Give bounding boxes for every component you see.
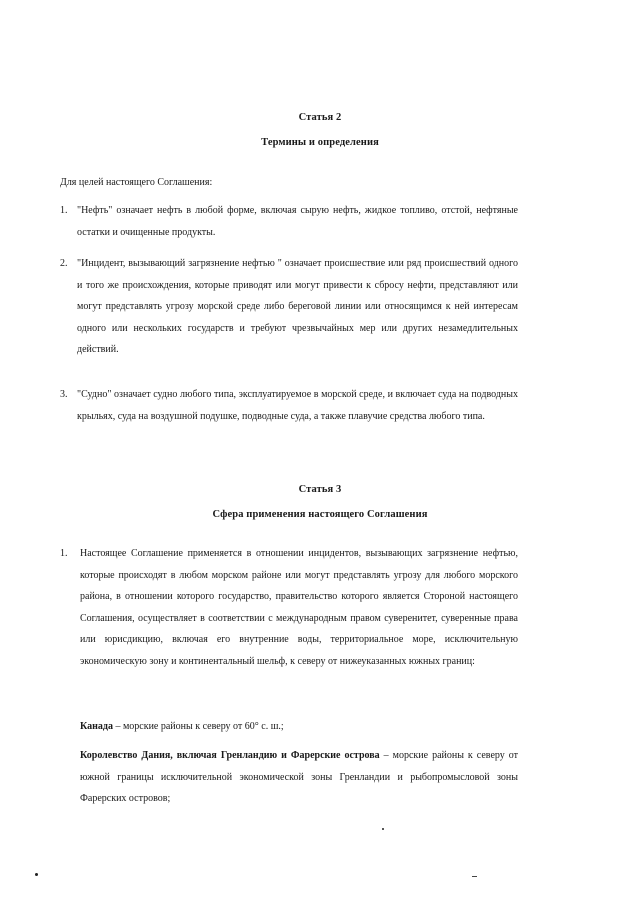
region-denmark-name: Королевство Дания, включая Гренландию и Фарерские острова [80, 750, 380, 761]
region-denmark [80, 745, 518, 810]
article-2-item-3-number: 3. [60, 389, 68, 400]
article-2-item-3-text: "Судно" означает судно любого типа, эксплуатируемое в морской среде, и включает суда на подводных крыльях, суда на воздушной подушке, подводные суда, а также плавучие средства любого типа. [77, 389, 518, 422]
article-3-subtitle: Сфера применения настоящего Соглашения [212, 509, 428, 520]
article-3-item-1-text: Настоящее Соглашение применяется в отношении инцидентов, вызывающих загрязнение нефтью, которые происходят в любом морском районе или могут представлять угрозу для любого морского района, в отношении которого государство, правительство которого является Стороной настоящего Соглашения, осуществляет в соответствии с международным правом суверенитет, суверенные права или юрисдикцию, включая его внутренние воды, территориальное море, исключительную экономическую зону и континентальный шельф, к северу от нижеуказанных южных границ: [80, 548, 518, 667]
article-2-item-1-text: "Нефть" означает нефть в любой форме, включая сырую нефть, жидкое топливо, отстой, нефтяные остатки и очищенные продукты. [77, 205, 518, 238]
scan-speck [382, 828, 384, 830]
article-2-item-1-number: 1. [60, 205, 68, 216]
article-2-intro: Для целей настоящего Соглашения: [60, 177, 213, 188]
article-3-item-1-number: 1. [60, 548, 68, 559]
region-denmark-text: – морские районы к северу от южной границы исключительной экономической зоны Гренландии и рыбопромысловой зоны Фарерских островов; [80, 750, 518, 805]
article-2-item-2-number: 2. [60, 258, 68, 269]
scan-speck [472, 876, 477, 877]
article-2-item-2-text: "Инцидент, вызывающий загрязнение нефтью " означает происшествие или ряд происшествий одного и того же происхождения, которые приводят или могут привести к сбросу нефти, представляют или могут представлять угрозу морской среде либо береговой линии или относящимся к ней интересам одного или нескольких государств и требуют чрезвычайных мер или других незамедлительных действий. [77, 258, 518, 356]
article-2-subtitle: Термины и определения [261, 137, 379, 148]
article-3-title: Статья 3 [298, 484, 342, 495]
region-canada [80, 716, 518, 738]
region-canada-name: Канада [80, 721, 113, 732]
scan-speck [35, 873, 38, 876]
article-2-title: Статья 2 [298, 112, 342, 123]
region-canada-text: – морские районы к северу от 60° с. ш.; [112, 721, 284, 732]
